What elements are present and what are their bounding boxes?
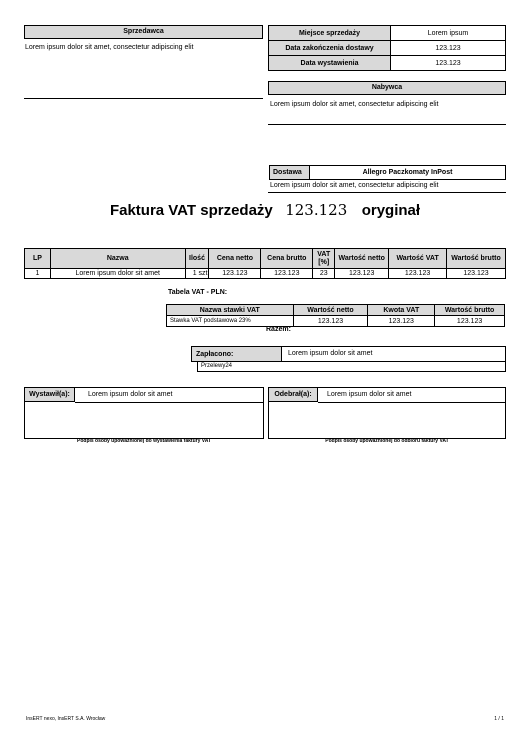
issued-caption: Podpis osoby upoważnionej do wystawienia faktury VAT	[77, 438, 211, 444]
meta-value-delivery-end: 123.123	[390, 40, 506, 56]
col-header-vat-value: Wartość VAT	[389, 249, 447, 269]
issued-label: Wystawił(a):	[25, 388, 75, 402]
table-row	[25, 269, 506, 279]
col-header-gross-price: Cena brutto	[261, 249, 313, 269]
delivery-bottom-line	[268, 192, 506, 193]
issued-divider	[75, 402, 263, 403]
vat-col-gross: Wartość brutto	[435, 305, 505, 316]
vat-cell-gross: 123.123	[435, 316, 505, 327]
cell-qty: 1 szt	[185, 269, 209, 279]
delivery-text: Lorem ipsum dolor sit amet, consectetur adipiscing elit	[270, 182, 439, 189]
title-prefix: Faktura VAT sprzedaży	[109, 202, 273, 219]
table-row	[167, 316, 505, 327]
vat-col-vat: Kwota VAT	[368, 305, 435, 316]
title-suffix: oryginał	[361, 202, 421, 219]
buyer-header: Nabywca	[268, 81, 506, 95]
meta-value-place: Lorem ipsum	[390, 25, 506, 41]
col-header-vat-rate: VAT [%]	[313, 249, 335, 269]
vat-col-rate-name: Nazwa stawki VAT	[167, 305, 294, 316]
col-header-net-price: Cena netto	[209, 249, 261, 269]
invoice-number: 123.123	[285, 201, 348, 219]
col-header-lp: LP	[25, 249, 51, 269]
cell-vat-rate: 23	[313, 269, 335, 279]
col-header-name: Nazwa	[50, 249, 185, 269]
seller-bottom-line	[24, 98, 263, 99]
items-header-row	[25, 249, 506, 269]
cell-name: Lorem ipsum dolor sit amet	[50, 269, 185, 279]
payment-label: Zapłacono:	[192, 347, 282, 361]
delivery-label: Dostawa	[269, 165, 310, 180]
payment-method: Przelewy24	[201, 363, 233, 369]
cell-net-price: 123.123	[209, 269, 261, 279]
seller-text: Lorem ipsum dolor sit amet, consectetur adipiscing elit	[25, 44, 194, 51]
received-caption: Podpis osoby upoważnionej do odbioru faktury VAT	[325, 438, 449, 444]
col-header-net-value: Wartość netto	[335, 249, 389, 269]
delivery-value: Allegro Paczkomaty InPost	[309, 165, 506, 180]
cell-gross-price: 123.123	[261, 269, 313, 279]
meta-label-place: Miejsce sprzedaży	[268, 25, 391, 41]
received-value: Lorem ipsum dolor sit amet	[327, 391, 412, 398]
vat-header-row	[167, 305, 505, 316]
cell-net-value: 123.123	[335, 269, 389, 279]
received-divider	[318, 402, 505, 403]
vat-cell-rate-name: Stawka VAT podstawowa 23%	[167, 316, 294, 327]
col-header-gross-value: Wartość brutto	[447, 249, 506, 269]
issued-value: Lorem ipsum dolor sit amet	[88, 391, 173, 398]
meta-label-issue-date: Data wystawienia	[268, 55, 391, 71]
seller-header: Sprzedawca	[24, 25, 263, 39]
buyer-text: Lorem ipsum dolor sit amet, consectetur adipiscing elit	[270, 101, 439, 108]
cell-gross-value: 123.123	[447, 269, 506, 279]
meta-label-delivery-end: Data zakończenia dostawy	[268, 40, 391, 56]
vat-table	[166, 304, 505, 327]
buyer-bottom-line	[268, 124, 506, 125]
vat-cell-net: 123.123	[293, 316, 368, 327]
vat-total-label: Razem:	[266, 326, 291, 333]
invoice-title	[0, 201, 530, 220]
footer-right: 1 / 1	[494, 716, 504, 722]
received-label: Odebrał(a):	[269, 388, 318, 402]
meta-value-issue-date: 123.123	[390, 55, 506, 71]
vat-table-title: Tabela VAT - PLN:	[168, 289, 228, 296]
payment-value: Lorem ipsum dolor sit amet	[288, 350, 373, 357]
payment-method-box	[197, 361, 506, 372]
meta-table	[268, 25, 506, 71]
vat-cell-vat: 123.123	[368, 316, 435, 327]
cell-vat-value: 123.123	[389, 269, 447, 279]
col-header-qty: Ilość	[185, 249, 209, 269]
cell-lp: 1	[25, 269, 51, 279]
items-table	[24, 248, 506, 279]
vat-col-net: Wartość netto	[293, 305, 368, 316]
footer-left: InsERT nexo, InsERT S.A. Wrocław	[26, 716, 106, 722]
